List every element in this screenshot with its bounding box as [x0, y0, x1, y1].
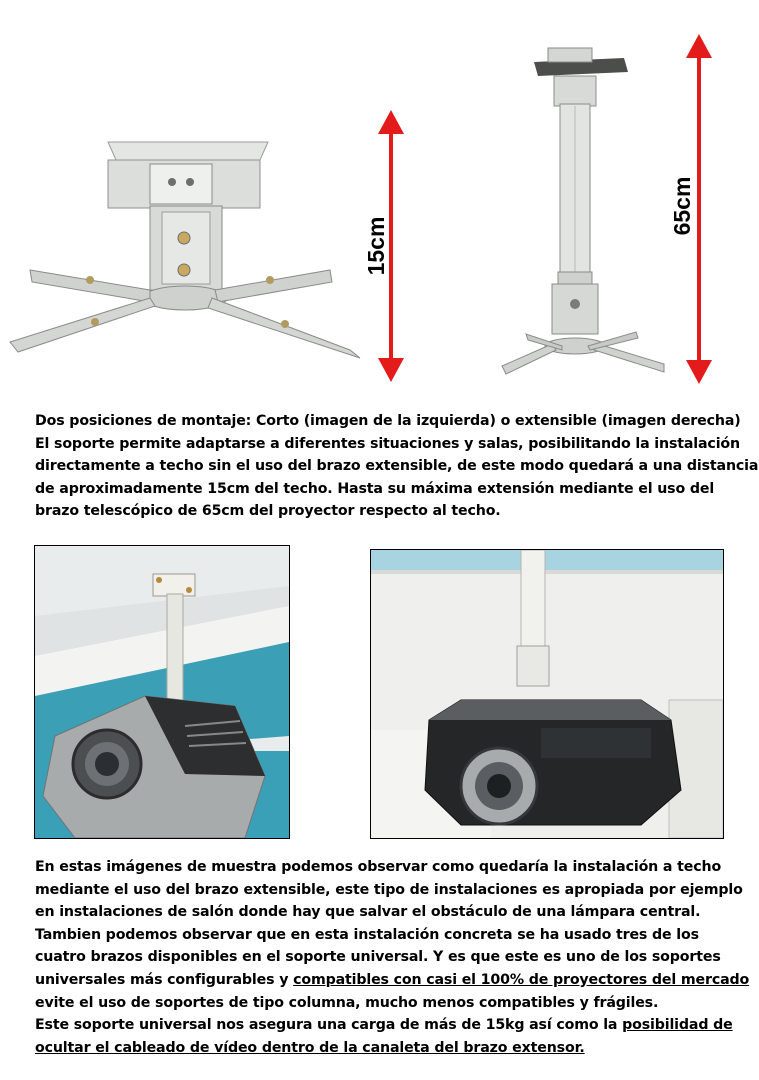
- intro-line: Dos posiciones de montaje: Corto (imagen de la izquierda) o extensible (imagen derecha): [35, 413, 741, 429]
- intro-paragraph: [35, 410, 758, 523]
- installation-photo-right: [370, 549, 724, 839]
- long-height-label: 65cm: [669, 176, 695, 236]
- body-line: evite el uso de soportes de tipo columna, mucho menos compatibles y frágiles.: [35, 994, 659, 1011]
- body-paragraph: [35, 856, 749, 1059]
- body-line: [35, 1014, 749, 1037]
- body-line: en instalaciones de salón donde hay que salvar el obstáculo de una lámpara central.: [35, 904, 701, 921]
- body-line: En estas imágenes de muestra podemos observar como quedaría la instalación a techo: [35, 859, 722, 875]
- short-mount-image: [0, 130, 380, 370]
- body-line: Tambien podemos observar que en esta instalación concreta se ha usado tres de los: [35, 926, 699, 943]
- cable-highlight: posibilidad de: [622, 1017, 733, 1034]
- intro-line: directamente a techo sin el uso del brazo extensible, de este modo quedará a una distancia: [35, 458, 759, 475]
- body-line: [35, 1037, 749, 1060]
- intro-line: brazo telescópico de 65cm del proyector respecto al techo.: [35, 503, 501, 520]
- body-line: cuatro brazos disponibles en el soporte universal. Y es que este es uno de los soportes: [35, 949, 721, 966]
- body-line: mediante el uso del brazo extensible, este tipo de instalaciones es apropiada por ejemplo: [35, 881, 743, 898]
- compatibility-highlight: compatibles con casi el 100% de proyectores del mercado: [293, 971, 750, 988]
- body-text: universales más configurables y: [35, 971, 294, 988]
- extended-mount-image: [496, 44, 672, 380]
- body-text: Este soporte universal nos asegura una carga de más de 15kg así como la: [35, 1017, 623, 1034]
- cable-highlight-continued: ocultar el cableado de vídeo dentro de la canaleta del brazo extensor.: [35, 1039, 585, 1056]
- short-height-label: 15cm: [363, 216, 389, 276]
- intro-line: El soporte permite adaptarse a diferentes situaciones y salas, posibilitando la instalación: [35, 435, 740, 452]
- intro-line: de aproximadamente 15cm del techo. Hasta su máxima extensión mediante el uso del: [35, 480, 715, 497]
- installation-photo-left: [34, 545, 290, 839]
- body-line: [35, 969, 749, 992]
